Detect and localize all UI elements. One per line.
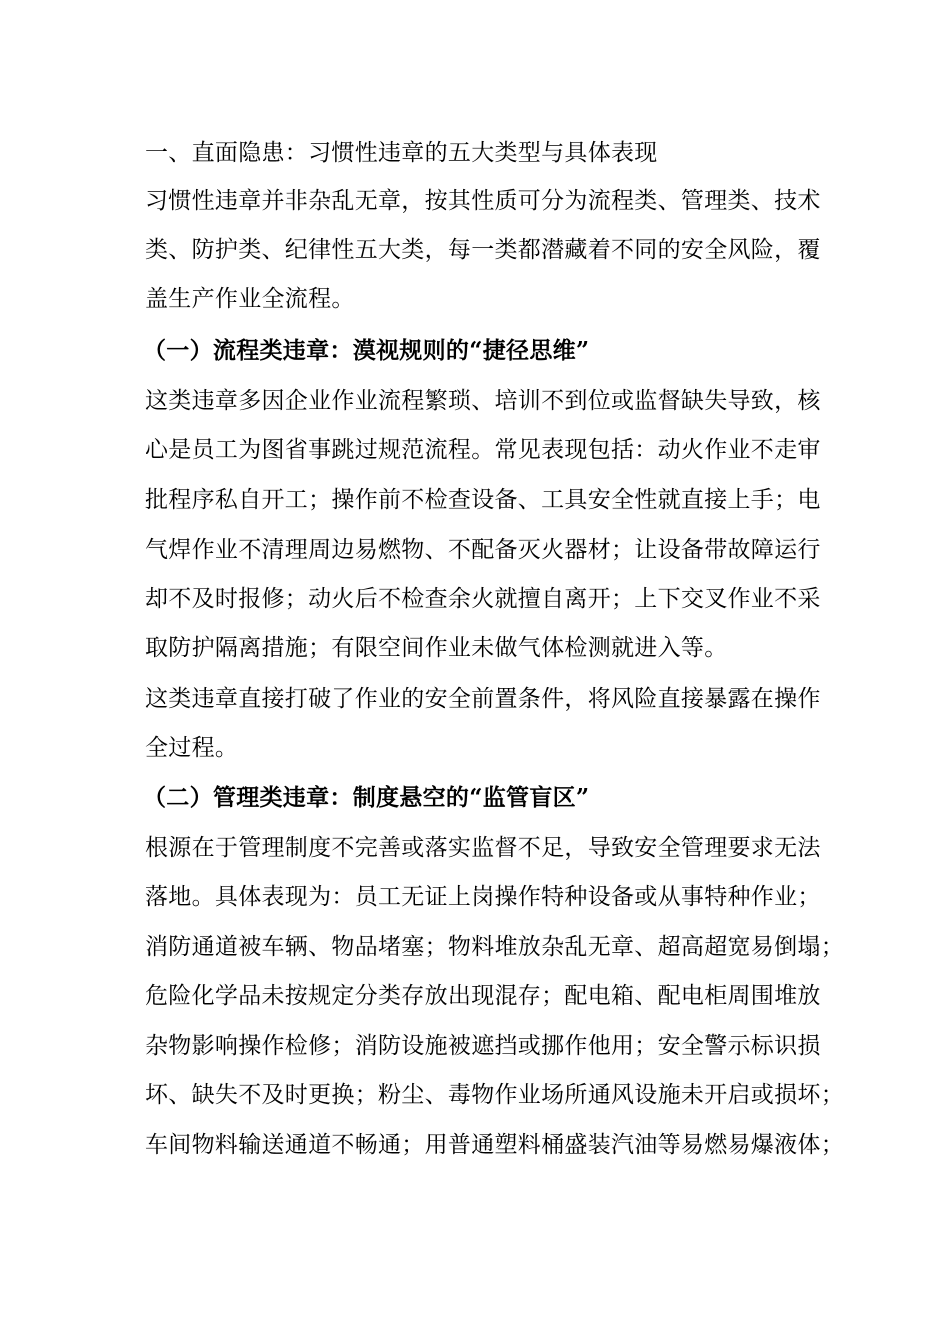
body-line: 杂物影响操作检修；消防设施被遮挡或挪作他用；安全警示标识损	[145, 1033, 821, 1059]
subsection-title-process: （一）流程类违章：漠视规则的“捷径思维”	[143, 337, 590, 364]
body-line: 气焊作业不清理周边易燃物、不配备灭火器材；让设备带故障运行	[145, 537, 821, 563]
body-line: 取防护隔离措施；有限空间作业未做气体检测就进入等。	[145, 635, 728, 661]
body-line: 这类违章多因企业作业流程繁琐、培训不到位或监督缺失导致，核	[145, 388, 821, 414]
body-line: 心是员工为图省事跳过规范流程。常见表现包括：动火作业不走审	[145, 437, 821, 463]
section-heading: 一、直面隐患：习惯性违章的五大类型与具体表现	[145, 140, 658, 166]
body-line: 车间物料输送通道不畅通；用普通塑料桶盛装汽油等易燃易爆液体；	[145, 1132, 844, 1158]
body-line: 根源在于管理制度不完善或落实监督不足，导致安全管理要求无法	[145, 835, 821, 861]
body-line: 全过程。	[145, 735, 239, 761]
body-line: 坏、缺失不及时更换；粉尘、毒物作业场所通风设施未开启或损坏；	[145, 1082, 844, 1108]
body-line: 这类违章直接打破了作业的安全前置条件，将风险直接暴露在操作	[145, 686, 821, 712]
subsection-title-management: （二）管理类违章：制度悬空的“监管盲区”	[143, 784, 590, 811]
body-line: 危险化学品未按规定分类存放出现混存；配电箱、配电柜周围堆放	[145, 983, 821, 1009]
intro-line: 类、防护类、纪律性五大类，每一类都潜藏着不同的安全风险，覆	[145, 237, 821, 263]
body-line: 批程序私自开工；操作前不检查设备、工具安全性就直接上手；电	[145, 487, 821, 513]
intro-line: 习惯性违章并非杂乱无章，按其性质可分为流程类、管理类、技术	[145, 188, 821, 214]
intro-line: 盖生产作业全流程。	[145, 286, 355, 312]
body-line: 却不及时报修；动火后不检查余火就擅自离开；上下交叉作业不采	[145, 586, 821, 612]
body-line: 消防通道被车辆、物品堵塞；物料堆放杂乱无章、超高超宽易倒塌；	[145, 934, 844, 960]
body-line: 落地。具体表现为：员工无证上岗操作特种设备或从事特种作业；	[145, 884, 821, 910]
